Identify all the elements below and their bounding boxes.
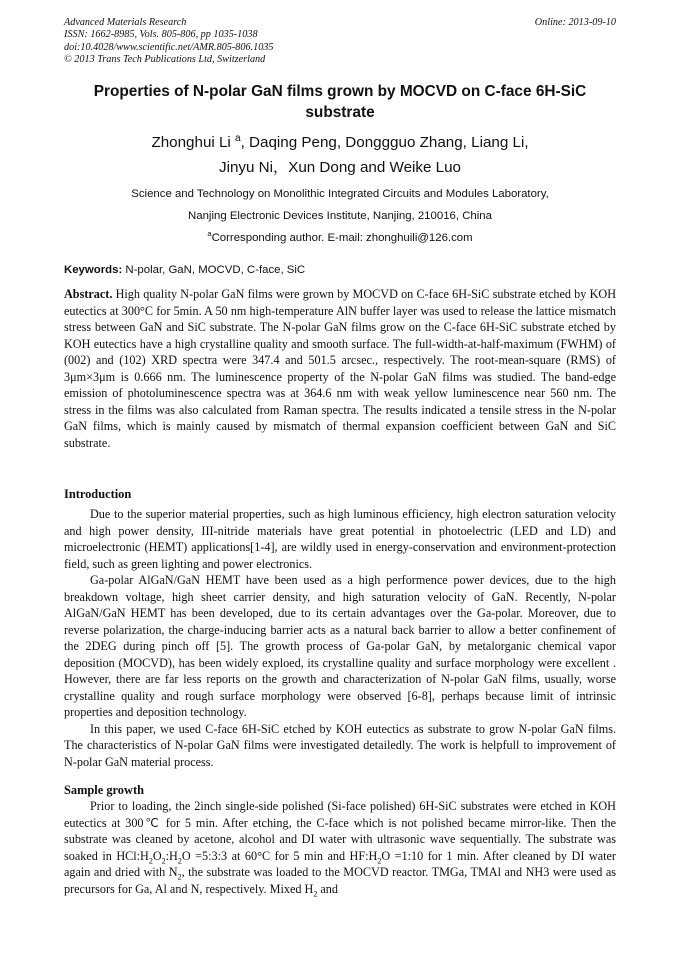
affiliation [64,183,616,249]
journal-copyright: © 2013 Trans Tech Publications Ltd, Switzerland [64,53,266,65]
abstract-label: Abstract. [64,287,113,301]
first-author-mark: a [235,133,241,144]
online-date: Online: 2013-09-10 [534,17,616,28]
corresponding-text: Corresponding author. E-mail: zhonghuili@126.com [211,232,473,244]
intro-paragraph-2: Ga-polar AlGaN/GaN HEMT have been used as a high performence power devices, due to the high breakdown voltage, high sheet carrier density, and high saturation velocity of GaN. Recently, N-polar AlGaN/GaN HEMT has been developed, due to its certain advantages over the Ga-polar. Moreover, due to reverse polarization, the charge-inducing barrier acts as a natural back barrier to allow a better confinement of the 2DEG during pinch off [5]. The growth process of Ga-polar GaN, by metalorganic chemical vapor deposition (MOCVD), has been widely exploed, its crystalline quality and surface morphology were excellent . However, there are far less reports on the growth and characterization of N-polar GaN films, usually, worse crystalline quality and rough surface morphology were observed [6-8], perhaps because limit of intrinsic properties and deposition technology. [64,573,616,719]
introduction-section [64,506,616,770]
paper-title-line-1: Properties of N-polar GaN films grown by MOCVD on C-face 6H-SiC [93,83,587,100]
sample-growth-section [64,798,616,897]
journal-issn: ISSN: 1662-8985, Vols. 805-806, pp 1035-1038 [64,29,258,41]
intro-paragraph-1: Due to the superior material properties, such as high luminous efficiency, high electron saturation velocity and high power density, III-nitride materials have great potential in photoelectric (LED and LD) and microelectronic (HEMT) applications[1-4], are wildly used in energy-conservation and environment-protection field, such as green lighting and power electronics. [64,507,616,571]
author-line-2: Jinyu Ni，Xun Dong and Weike Luo [218,159,461,176]
intro-paragraph-3: In this paper, we used C-face 6H-SiC etched by KOH eutectics as substrate to grow N-polar GaN films. The characteristics of N-polar GaN films were investigated detailedly. The work is helpfull to improvement of N-polar GaN material process. [64,721,616,769]
corresponding-author [64,227,616,249]
other-authors: , Daqing Peng, Donggguo Zhang, Liang Li, [240,134,529,151]
abstract-text: High quality N-polar GaN films were grown by MOCVD on C-face 6H-SiC substrate etched by KOH eutectics at 300°C for 5min. A 50 nm high-temperature AlN buffer layer was used to release the lattice mismatch stress between GaN and SiC substrate. The N-polar GaN films grow on the C-face 6H-SiC substrate etched by KOH eutectics have a high crystalline quality and smooth surface. The full-width-at-half-maximum (FWHM) of (002) and (102) XRD spectra were 347.4 and 501.5 arcsec., respectively. The root-mean-square (RMS) of 3μm×3μm is 0.666 nm. The luminescence property of the N-polar GaN films was studied. The band-edge emission of photoluminescence spectra was at 364.6 nm with weak yellow luminescence near 560 nm. The stress in the films was also calculated from Raman spectra. The results indicated a tensile stress in the N-polar GaN films, which is mainly caused by mismatch of thermal expansion coefficient between GaN and SiC substrate. [64,287,616,450]
affiliation-line-2: Nanjing Electronic Devices Institute, Nanjing, 210016, China [188,210,492,222]
introduction-heading: Introduction [64,487,132,501]
affiliation-line-1: Science and Technology on Monolithic Integrated Circuits and Modules Laboratory, [131,188,549,200]
author-list [64,130,616,180]
journal-name: Advanced Materials Research [64,17,187,28]
first-author: Zhonghui Li [151,134,231,151]
paper-title [64,81,616,123]
sample-paragraph-1: Prior to loading, the 2inch single-side polished (Si-face polished) 6H-SiC substrates were etched in KOH eutectics at 300℃ for 5 min. After etching, the C-face which is not polished became mirror-like. Then the substrate was cleaned by acetone, alcohol and DI water with ultrasonic wave sequentially. The substrate was soaked in $HCl:H_2O_2:H_2O$ =5:3:3 at 60°C for 5 min and $HF:H_2O$ =1:10 for 1 min. After cleaned by DI water again and dried with $N_2$, the substrate was loaded to the MOCVD reactor. TMGa, TMAl and NH3 were used as precursors for Ga, Al and N, respectively. Mixed $H_2$ and [64,799,617,898]
corresponding-mark: a [207,229,212,238]
abstract [64,286,616,451]
keywords-label: Keywords: [64,264,123,276]
keywords [64,262,616,278]
paper-title-line-2: substrate [305,104,375,121]
journal-doi: doi:10.4028/www.scientific.net/AMR.805-806.1035 [64,41,274,53]
sample-growth-heading: Sample growth [64,783,144,797]
author-line-1 [64,130,616,155]
keywords-text: N-polar, GaN, MOCVD, C-face, SiC [122,264,306,276]
journal-header [64,17,616,66]
